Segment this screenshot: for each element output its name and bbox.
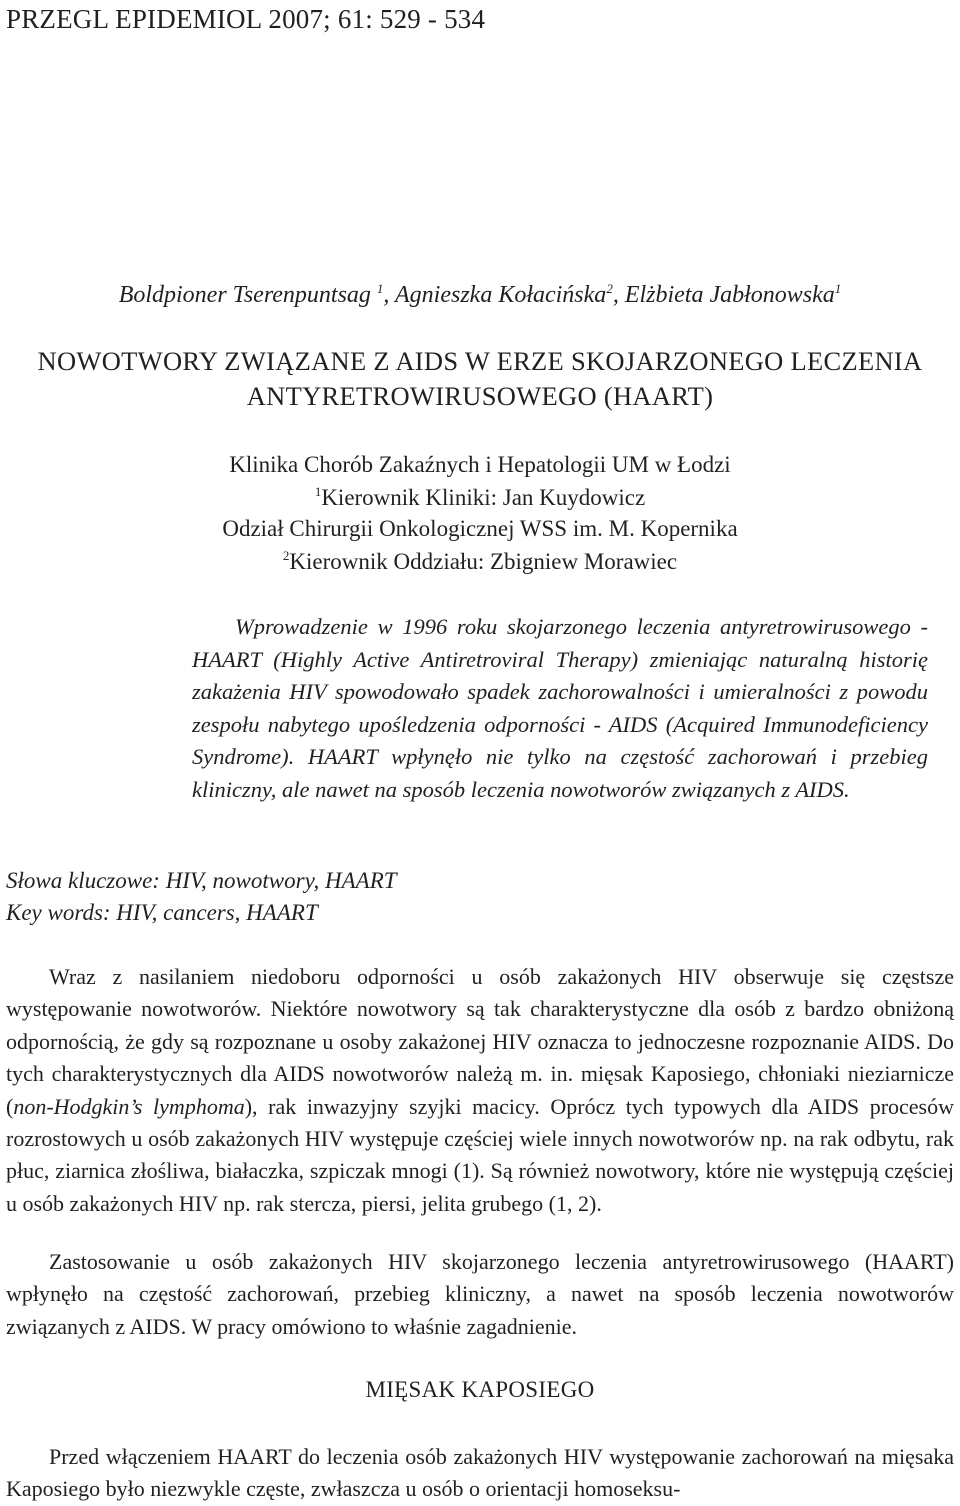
keywords-polish: Słowa kluczowe: HIV, nowotwory, HAART [6, 868, 397, 893]
paper-title-line-2: ANTYRETROWIRUSOWEGO (HAART) [246, 381, 714, 411]
affiliation-department: Odział Chirurgii Onkologicznej WSS im. M. Kopernika [222, 516, 738, 541]
author-name: Boldpioner Tserenpuntsag [118, 282, 371, 308]
author-affiliation-number: 1 [834, 281, 842, 296]
body-paragraph-intro [6, 961, 954, 1220]
affiliation-head-text: Kierownik Oddziału: Zbigniew Morawiec [289, 549, 678, 574]
keywords-block [6, 865, 397, 929]
affiliation-number: 1 [314, 484, 322, 499]
author-affiliation-number: 1 [376, 281, 384, 296]
abstract-text: Wprowadzenie w 1996 roku skojarzonego leczenia antyretrowirusowego - HAART (Highly Active Antiretroviral Therapy) zmieniając naturalną historię zakażenia HIV spowodowało spadek zachorowalności i umieralności z powodu zespołu nabytego upośledzenia odporności - AIDS (Acquired Immunodeficiency Syndrome). HAART wpłynęło nie tylko na częstość zachorowań i przebieg kliniczny, ale nawet na sposób leczenia nowotworów związanych z AIDS. [192, 614, 928, 802]
italic-term: non-Hodgkin’s lymphoma [13, 1093, 245, 1119]
keywords-english: Key words: HIV, cancers, HAART [6, 900, 318, 925]
paragraph-text: ), rak inwazyjny szyjki macicy. Oprócz tych typowych dla AIDS procesów rozrostowych u osób zakażonych HIV występuje częściej wiele innych nowotworów np. na rak odbytu, rak płuc, ziarnica złośliwa, białaczka, szpiczak mnogi (1). Są również nowotwory, które nie występują częściej u osób zakażonych HIV np. rak stercza, piersi, jelita grubego (1, 2). [6, 1093, 955, 1216]
body-paragraph-haart: Zastosowanie u osób zakażonych HIV skojarzonego leczenia antyretrowirusowego (HAART) wpłynęło na częstość zachorowań, przebieg kliniczny, a nawet na sposób leczenia nowotworów związanych z AIDS. W pracy omówiono to właśnie zagadnienie. [6, 1249, 954, 1339]
affiliation-clinic-head [0, 484, 960, 511]
author-name: Agnieszka Kołacińska [395, 282, 607, 308]
journal-citation-header: PRZEGL EPIDEMIOL 2007; 61: 529 - 534 [6, 4, 486, 34]
author-separator: , [383, 282, 395, 308]
affiliation-department-head [0, 548, 960, 575]
paper-title-line-1: NOWOTWORY ZWIĄZANE Z AIDS W ERZE SKOJARZONEGO LECZENIA [37, 346, 923, 376]
author-affiliation-number: 2 [606, 281, 613, 296]
section-heading: MIĘSAK KAPOSIEGO [365, 1377, 595, 1402]
affiliation-head-text: Kierownik Kliniki: Jan Kuydowicz [321, 485, 646, 510]
paragraph-text: Wraz z nasilaniem niedoboru odporności u osób zakażonych HIV obserwuje się częstsze występowanie nowotworów. Niektóre nowotwory są tak charakterystyczne dla osób z bardzo obniżoną odpornością, że gdy są rozpoznane u osoby zakażonej HIV oznacza to jednoczesne rozpoznanie AIDS. Do tych charakterystycznych dla AIDS nowotworów należą m. in. mięsak Kaposiego, chłoniaki nieziarnicze ( [6, 964, 954, 1119]
affiliation-clinic: Klinika Chorób Zakaźnych i Hepatologii UM w Łodzi [229, 452, 731, 477]
author-list [0, 281, 960, 309]
affiliation-number: 2 [282, 548, 290, 563]
author-separator: , [612, 282, 625, 308]
author-name: Elżbieta Jabłonowska [624, 282, 835, 308]
body-paragraph-kaposi: Przed włączeniem HAART do leczenia osób zakażonych HIV występowanie zachorowań na mięsaka Kaposiego było niezwykle częste, zwłaszcza u osób o orientacji homoseksu- [6, 1444, 954, 1502]
